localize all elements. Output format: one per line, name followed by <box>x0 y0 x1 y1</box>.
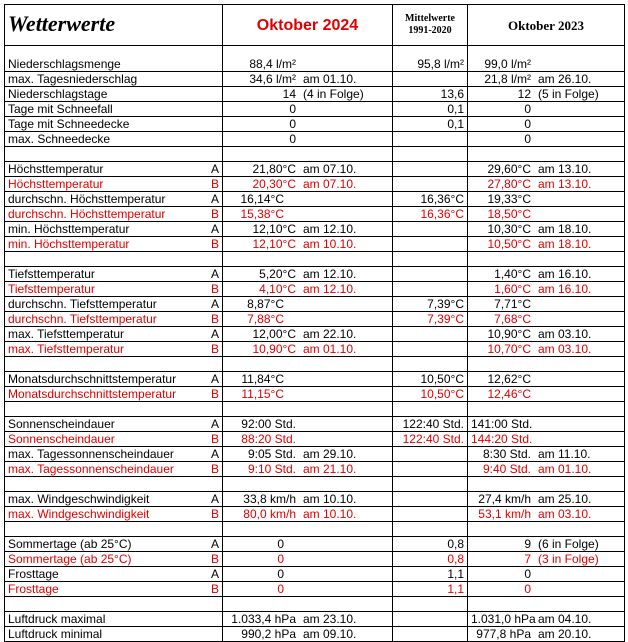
table-row: Tiefsttemperatur A 5,20°C am 12.10. 1,40°C am 16.10. <box>5 267 625 282</box>
table-row: max. Tagessonnenscheindauer B 9:10 Std. am 21.10. 9:40 Std. am 01.10. <box>5 462 625 477</box>
table-row: Frosttage B 0 1,1 0 <box>5 582 625 597</box>
table-row: Monatsdurchschnittstemperatur B 11,15°C 10,50°C 12,46°C <box>5 387 625 402</box>
table-row: Monatsdurchschnittstemperatur A 11,84°C 10,50°C 12,62°C <box>5 372 625 387</box>
table-row: Tage mit Schneedecke 0 0,1 0 <box>5 117 625 132</box>
table-row: Luftdruck maximal 1.033,4 hPa am 23.10. 1.031,0 hPa am 04.10. <box>5 612 625 627</box>
table-row: Sonnenscheindauer A 92:00 Std. 122:40 Std. 141:00 Std. <box>5 417 625 432</box>
header-current: Oktober 2024 <box>223 5 393 46</box>
table-row: min. Höchsttemperatur B 12,10°C am 10.10. 10,50°C am 18.10. <box>5 237 625 252</box>
weather-table <box>4 4 625 642</box>
table-row: durchschn. Höchsttemperatur A 16,14°C 16,36°C 19,33°C <box>5 192 625 207</box>
table-row: Höchsttemperatur A 21,80°C am 07.10. 29,60°C am 13.10. <box>5 162 625 177</box>
table-row: Sommertage (ab 25°C) B 0 0,8 7 (3 in Folge) <box>5 552 625 567</box>
table-row: Tiefsttemperatur B 4,10°C am 12.10. 1,60°C am 16.10. <box>5 282 625 297</box>
table-row: Tage mit Schneefall 0 0,1 0 <box>5 102 625 117</box>
table-row: durchschn. Höchsttemperatur B 15,38°C 16,36°C 18,50°C <box>5 207 625 222</box>
table-row: max. Tiefsttemperatur B 10,90°C am 01.10. 10,70°C am 03.10. <box>5 342 625 357</box>
table-row: Niederschlagsmenge 88,4 l/m² 95,8 l/m² 99,0 l/m² <box>5 57 625 72</box>
table-row: max. Tagesniederschlag 34,6 l/m² am 01.10. 21,8 l/m² am 26.10. <box>5 72 625 87</box>
table-row: max. Windgeschwindigkeit A 33,8 km/h am 10.10. 27,4 km/h am 25.10. <box>5 492 625 507</box>
header-prev: Oktober 2023 <box>468 5 625 46</box>
table-header <box>5 5 625 46</box>
table-row: Niederschlagstage 14 (4 in Folge) 13,6 12 (5 in Folge) <box>5 87 625 102</box>
table-row: Sonnenscheindauer B 88:20 Std. 122:40 Std. 144:20 Std. <box>5 432 625 447</box>
table-row: Höchsttemperatur B 20,30°C am 07.10. 27,80°C am 13.10. <box>5 177 625 192</box>
table-row: max. Tagessonnenscheindauer A 9:05 Std. am 29.10. 8:30 Std. am 11.10. <box>5 447 625 462</box>
table-row: durchschn. Tiefsttemperatur A 8,87°C 7,39°C 7,71°C <box>5 297 625 312</box>
table-row: durchschn. Tiefsttemperatur B 7,88°C 7,39°C 7,68°C <box>5 312 625 327</box>
table-row: Sommertage (ab 25°C) A 0 0,8 9 (6 in Folge) <box>5 537 625 552</box>
table-row: Luftdruck minimal 990,2 hPa am 09.10. 977,8 hPa am 20.10. <box>5 627 625 642</box>
table-row: max. Windgeschwindigkeit B 80,0 km/h am 10.10. 53,1 km/h am 03.10. <box>5 507 625 522</box>
table-row: min. Höchsttemperatur A 12,10°C am 12.10. 10,30°C am 18.10. <box>5 222 625 237</box>
page-title: Wetterwerte <box>5 5 223 46</box>
table-row: max. Schneedecke 0 0 <box>5 132 625 147</box>
table-row: max. Tiefsttemperatur A 12,00°C am 22.10. 10,90°C am 03.10. <box>5 327 625 342</box>
table-row: Frosttage A 0 1,1 0 <box>5 567 625 582</box>
header-mean: Mittelwerte 1991-2020 <box>393 5 468 46</box>
